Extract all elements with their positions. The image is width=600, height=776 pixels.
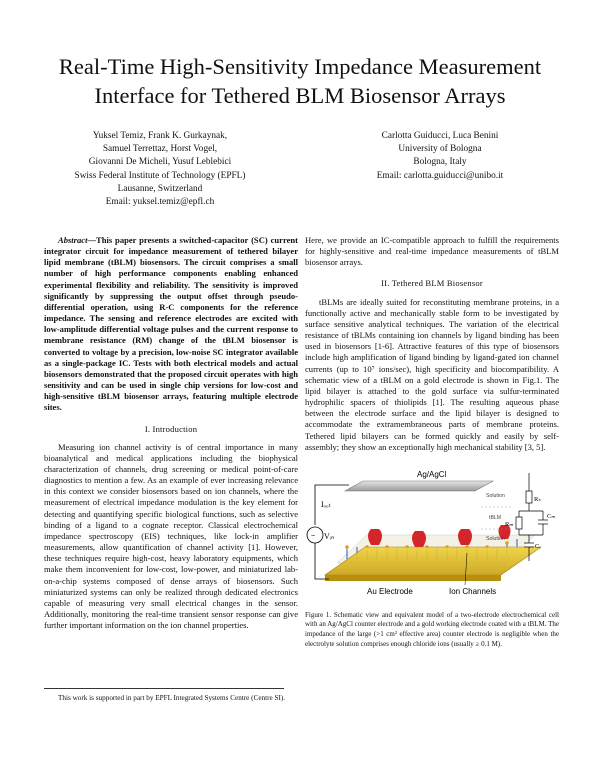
- label-ion-channels: Ion Channels: [449, 586, 497, 596]
- affiliation-line: Swiss Federal Institute of Technology (EPFL): [74, 170, 246, 181]
- right-column: [305, 235, 559, 649]
- footnote: This work is supported in part by EPFL Integrated Systems Centre (Centre SI).: [58, 694, 286, 702]
- label-agcl: Ag/AgCl: [417, 469, 447, 479]
- abstract: [44, 235, 298, 414]
- affiliation-line: Lausanne, Switzerland: [117, 183, 203, 194]
- label-vin: Vᵢₙ: [324, 531, 335, 541]
- label-au-electrode: Au Electrode: [367, 586, 413, 596]
- paper-title: Real-Time High-Sensitivity Impedance Measurement Interface for Tethered BLM Biosensor Arrays: [58, 54, 542, 108]
- author-line: Samuel Terrettaz, Horst Vogel,: [102, 144, 218, 155]
- section-heading-tblm: II. Tethered BLM Biosensor: [381, 278, 483, 289]
- figure-1-caption: Figure 1. Schematic view and equivalent model of a two-electrode electrochemical cell with an Ag/AgCl counter electrode and a gold working electrode coated with a tBLM. The impedance of the large (>1 cm² effective area) counter electrode is negligible when the electrolyte solution comprises enough chloride ions (usually ≥ 0.1 M).: [305, 610, 559, 648]
- label-ci: Cᵢ: [535, 542, 541, 550]
- author-line: Yuksel Temiz, Frank K. Gurkaynak,: [92, 131, 228, 141]
- introduction-text: Measuring ion channel activity is of central importance in many bioanalytical and medical applications including the biophysical characterization of channels, drug screening or medical point-of-care diagnostics to mention a few. As an example of ever increasing relevance in this context we consider biosensors based on ion channels, where the measurement of electrical impedance modulation is the key element for detecting and quantifying specific biological functions, such as selective binding of a ligand to a cognate receptor. Classical electrochemical impedance spectroscopy (EIS) techniques, like lock-in amplifier measurements, allow quantification of channel activity [1]. However, these techniques require high-cost, heavy laboratory equipments, which make them inconvenient for low-cost, low-power, and miniaturized lab-on-a-chip systems composed of dense arrays of biosensors. Such miniaturized systems can only be realized through dedicated electronics capable of measuring very small electrical changes in the sensor. Additionally, monitoring the real-time transient sensor response can give further important information on the ion channel properties.: [44, 441, 298, 631]
- label-solution-bottom: Solution: [486, 535, 505, 542]
- section-heading-introduction: I. Introduction: [144, 423, 198, 434]
- figure-1: [305, 463, 559, 608]
- author-email: Email: yuksel.temiz@epfl.ch: [105, 197, 215, 208]
- authors-right-block: [320, 130, 560, 183]
- label-rm: Rₘ: [505, 520, 514, 528]
- intro-continuation: Here, we provide an IC-compatible approach to fulfill the requirements for highly-sensitive and real-time impedance measurements of tBLM biosensor arrays.: [305, 235, 559, 268]
- label-solution-top: Solution: [486, 492, 505, 499]
- author-line: Giovanni De Micheli, Yusuf Leblebici: [88, 157, 232, 168]
- footnote-divider: [44, 688, 284, 689]
- tblm-section-text: tBLMs are ideally suited for reconstituting membrane proteins, in a functionally active and mechanically stable form to be investigated by surface sensitive analytical techniques. The variation of the electrical resistance of tBLMs containing ion channels by ligand binding has been used in biosensors [1-6]. Attractive features of this type of biosensors include high amplification of ligand binding by ligand-gated ion channel currents (up to 10⁷ ions/sec), high specificity and biocompatibility. A schematic view of a tBLM on a gold electrode is shown in Fig.1. The lipid bilayer is attached to the gold surface via sulfur-terminated hydrophilic spacers of thiolipids [1]. The resulting aqueous phase between the electrode surface and the lipid bilayer is designed to accommodate the extramembraneous parts of membrane proteins. Tethered lipid bilayers can be formed quickly and easily by self-assembly; they show an exceptionally high mechanical stability [3, 5].: [305, 296, 559, 452]
- label-cm: Cₘ: [547, 512, 556, 520]
- label-tblm: tBLM: [489, 514, 502, 521]
- agcl-electrode: [345, 481, 493, 491]
- affiliation-line: University of Bologna: [398, 144, 482, 155]
- abstract-text: —This paper presents a switched-capacitor (SC) current integrator circuit for impedance measurement of tethered bilayer lipid membrane (tBLM) biosensors. The circuit comprises a small number of high performance components enabling enhanced experimental flexibility and reliability. The sensitivity is improved significantly by suppressing the output offset through pseudo-differential operation, using R-C components for the reference impedance. The sensing and reference electrodes are excited with low-amplitude differential voltage pulses and the current response to membrane resistance (RM) change of the tBLM biosensor is converted to voltage by a precision, low-noise SC integrator available as a single-package IC. Tests with both electrical models and actual biosensors demonstrated that the proposed circuit operates with high sensitivity and can be used in single chip versions for low-cost and high-sensitive tBLM biosensor arrays, featuring multiple electrode sites.: [44, 235, 298, 413]
- label-rs: Rₛ: [534, 495, 541, 503]
- left-column: [44, 235, 298, 631]
- svg-text:~: ~: [311, 532, 316, 540]
- authors-left-block: [40, 130, 280, 209]
- figure-1-illustration: [305, 463, 559, 608]
- author-line: Carlotta Guiducci, Luca Benini: [381, 131, 499, 141]
- label-iout: Iₒᵤₜ: [321, 499, 331, 509]
- affiliation-line: Bologna, Italy: [413, 157, 467, 168]
- author-email: Email: carlotta.guiducci@unibo.it: [376, 170, 504, 181]
- abstract-lead: Abstract: [58, 235, 88, 245]
- gold-electrode-edge: [325, 575, 501, 581]
